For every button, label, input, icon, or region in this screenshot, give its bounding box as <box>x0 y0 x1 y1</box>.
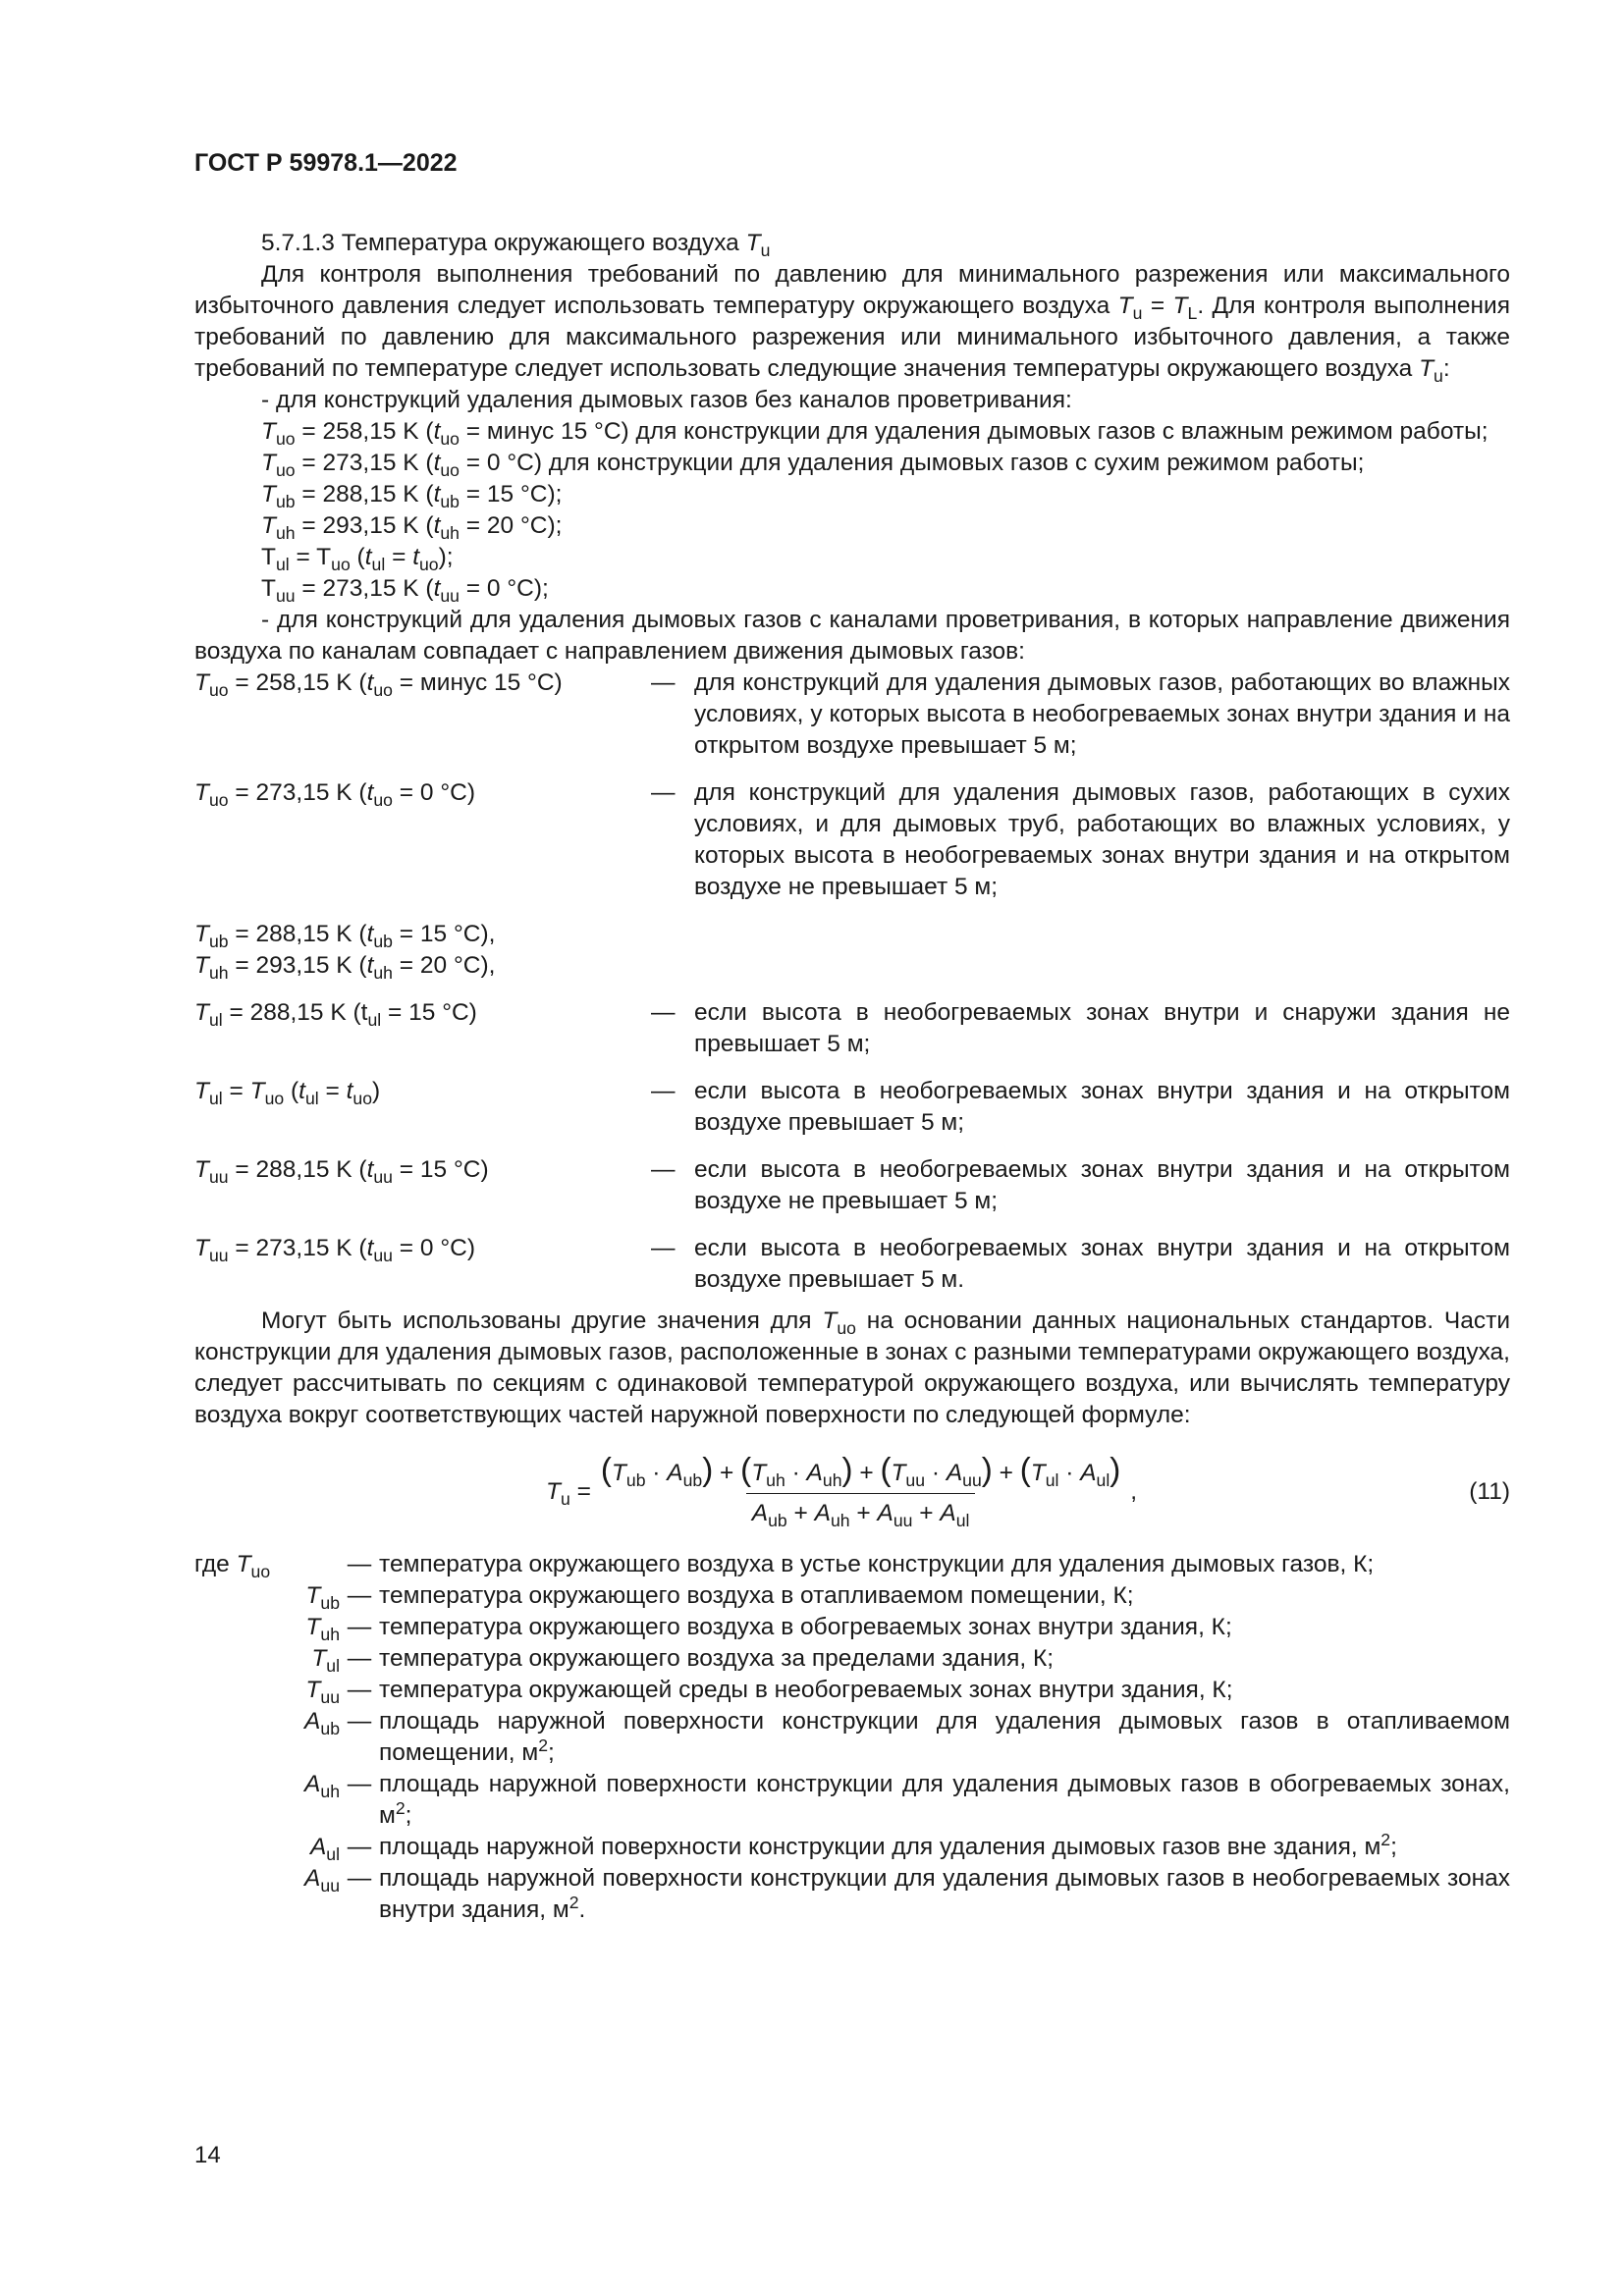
list2-row-3: $T_{ub} = 288,15$ K ($t_{ub} = 15$ °C), <box>194 921 496 952</box>
list1-item-4: $T_{uh} = 293,15$ K ($t_{uh} = 20$ °C); <box>261 512 563 544</box>
list1-item-5: $T_{ul} = T_{uo}$ $(t_{ul} = t_{uo})$; <box>261 544 454 575</box>
where-item-2: $T_{ub}$ — температура окружающего воздуха в отапливаемом помещении, К; <box>305 1582 1134 1614</box>
list2-row-4: $T_{uh} = 293,15$ K ($t_{uh} = 20$ °C), <box>194 952 496 984</box>
list2-row-1: $T_{uo} = 258,15$ K ($t_{uo}$ = минус 15 °C) — для конструкций для удаления дымовых газов, работающих во влажных условиях, у которых высота в необогреваемых зонах внутри здания и на открытом воздухе превышает 5 м; <box>194 669 1510 759</box>
list1-item-1: $T_{uo} = 258,15$ K ($t_{uo}$ = минус 15 °C) для конструкции для удаления дымовых газов с влажным режимом работы; <box>261 418 1489 450</box>
where-item-8: $A_{ul}$ — площадь наружной поверхности конструкции для удаления дымовых газов вне здания, $м^2$; <box>309 1830 1397 1865</box>
section-heading: 5.7.1.3 Температура окружающего воздуха $T_u$ <box>261 230 771 261</box>
where-item-6: $A_{ub}$ — площадь наружной поверхности конструкции для удаления дымовых газов в отапливаемом помещении, $м^2$; <box>304 1708 1510 1766</box>
list2-row-2: $T_{uo} = 273,15$ K ($t_{uo} = 0$ °C) — для конструкций для удаления дымовых газов, работающих в сухих условиях, и для дымовых труб, работающих во влажных условиях, у которых высота в необогреваемых зонах внутри здания и на открытом воздухе не превышает 5 м; <box>194 779 1510 900</box>
where-item-7: $A_{uh}$ — площадь наружной поверхности конструкции для удаления дымовых газов в обогреваемых зонах, $м^2$; <box>304 1771 1510 1829</box>
intro-paragraph: Для контроля выполнения требований по давлению для минимального разрежения или максимального избыточного давления следует использовать температуру окружающего воздуха $T_u = T_L$. Для контроля выполнения требований по давлению для максимального разрежения или минимального избыточного давления, а также требований по температуре следует использовать следующие значения температуры окружающего воздуха $T_u$: <box>194 261 1511 387</box>
list1-item-2: $T_{uo} = 273,15$ K ($t_{uo} = 0$ °C) для конструкции для удаления дымовых газов с сухим режимом работы; <box>261 450 1365 481</box>
list1-item-6: $T_{uu} = 273,15$ K ($t_{uu} = 0$ °C); <box>261 575 549 607</box>
paragraph-other-values: Могут быть использованы другие значения для $T_{uo}$ на основании данных национальных стандартов. Части конструкции для удаления дымовых газов, расположенные в зонах с разными температурами окружающего воздуха, следует рассчитывать по секциям с одинаковой температурой окружающего воздуха, или вычислять температуру воздуха вокруг соответствующих частей наружной поверхности по следующей формуле: <box>194 1308 1511 1428</box>
list2-row-6: $T_{ul} = T_{uo}$ $(t_{ul} = t_{uo})$ — если высота в необогреваемых зонах внутри здания и на открытом воздухе превышает 5 м; <box>194 1078 1510 1136</box>
where-item-5: $T_{uu}$ — температура окружающей среды в необогреваемых зонах внутри здания, К; <box>305 1677 1233 1708</box>
list2-row-8: $T_{uu} = 273,15$ K ($t_{uu} = 0$ °C) — если высота в необогреваемых зонах внутри здания и на открытом воздухе превышает 5 м. <box>194 1235 1510 1293</box>
where-item-3: $T_{uh}$ — температура окружающего воздуха в обогреваемых зонах внутри здания, К; <box>305 1614 1232 1645</box>
list2-intro: - для конструкций для удаления дымовых газов с каналами проветривания, в которых направление движения воздуха по каналам совпадает с направлением движения дымовых газов: <box>194 607 1510 665</box>
list2-row-7: $T_{uu} = 288,15$ K ($t_{uu} = 15$ °C) — если высота в необогреваемых зонах внутри здания и на открытом воздухе не превышает 5 м; <box>194 1156 1510 1214</box>
list1-intro: - для конструкций удаления дымовых газов без каналов проветривания: <box>261 387 1072 413</box>
page-number: 14 <box>194 2142 221 2168</box>
where-item-1: где $T_{uo}$ — температура окружающего воздуха в устье конструкции для удаления дымовых газов, К; <box>194 1551 1375 1582</box>
where-item-4: $T_{ul}$ — температура окружающего воздуха за пределами здания, К; <box>311 1645 1055 1677</box>
document-header: ГОСТ Р 59978.1—2022 <box>194 149 458 177</box>
list2-row-5: $T_{ul} = 288,15$ K ($t_{ul} = 15$ °C) — если высота в необогреваемых зонах внутри и снаружи здания не превышает 5 м; <box>194 999 1510 1057</box>
list1-item-3: $T_{ub} = 288,15$ K ($t_{ub} = 15$ °C); <box>261 481 563 512</box>
formula-11: $T_u$ = $\frac{(T_{ub} \cdot A_{ub}) + (T_{uh} \cdot A_{uh}) + (T_{uu} \cdot A_{uu}) + (T_{ul} \cdot A_{ul})}{A_{ub} + A_{uh} + A_{uu} + A_{ul}}$ , (11) <box>546 1452 1510 1531</box>
where-item-9: $A_{uu}$ — площадь наружной поверхности конструкции для удаления дымовых газов в необогреваемых зонах внутри здания, $м^2$. <box>304 1865 1510 1923</box>
formula-number: (11) <box>1469 1478 1510 1505</box>
document-body <box>194 228 1510 1926</box>
